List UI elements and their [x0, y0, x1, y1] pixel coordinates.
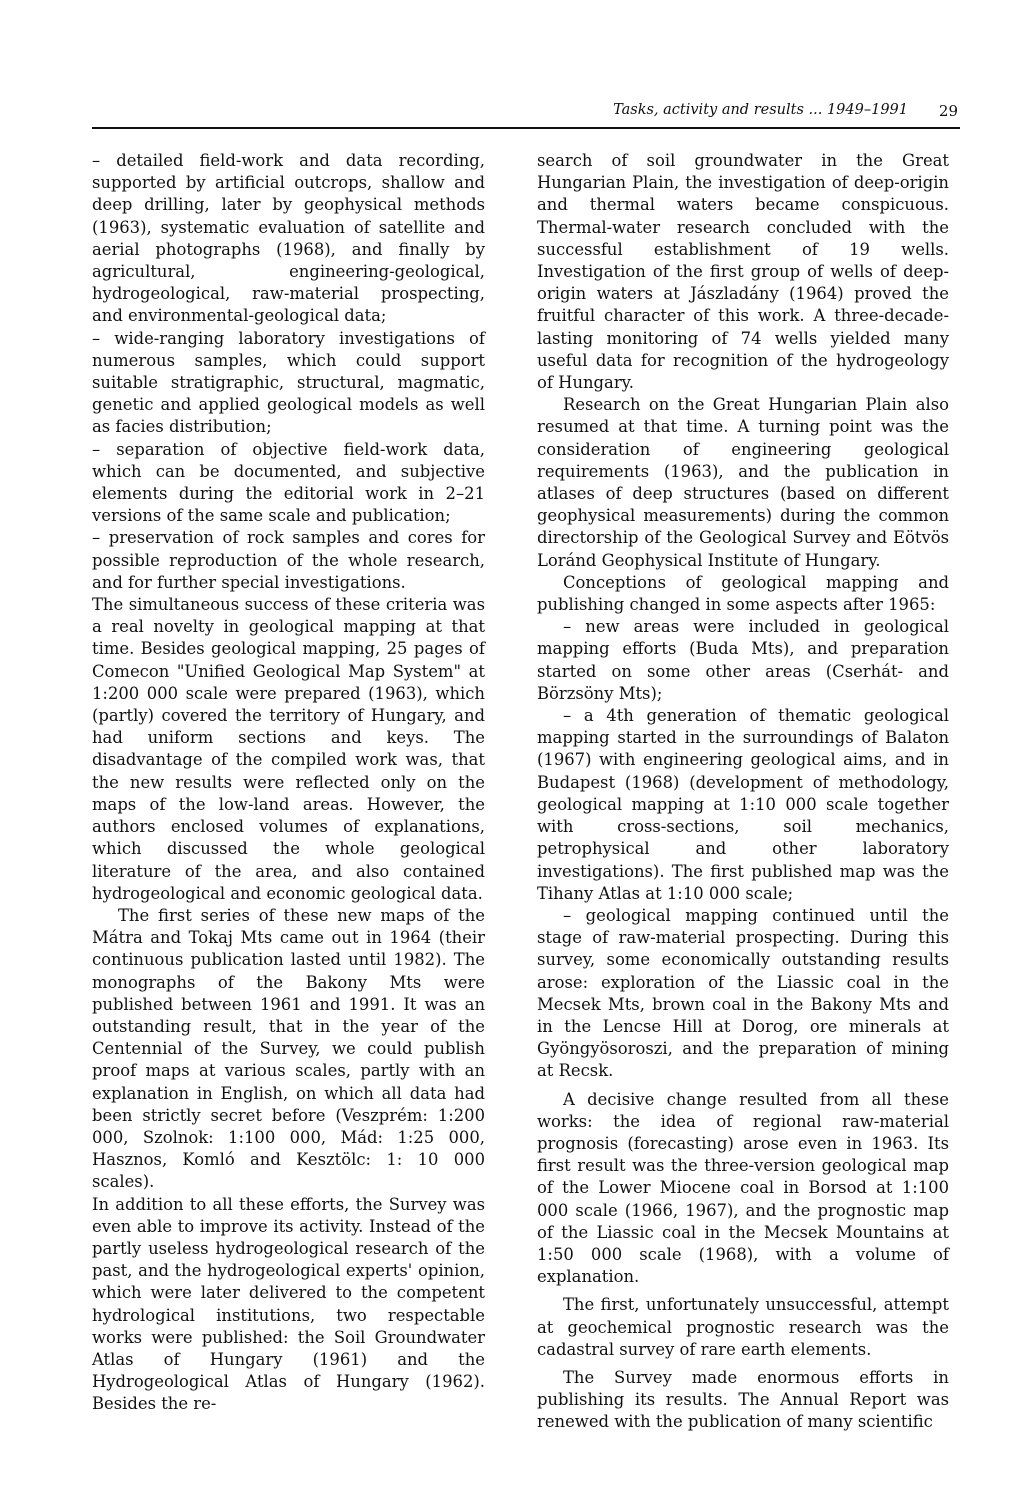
left-column: [92, 150, 485, 1416]
paragraph-right-5: – a 4th generation of thematic geological mapping started in the surroundings of Balaton (1967) with engineering geological aims, and in Budapest (1968) (development of methodology, geological mapping at 1:10 000 scale together with cross-sections, soil mechanics, petrophysical and other laboratory investigations). The first published map was the Tihany Atlas at 1:10 000 scale;: [537, 706, 949, 903]
paragraph-right-9: The Survey made enormous efforts in publishing its results. The Annual Report was renewed with the publication of many scientific: [537, 1367, 949, 1432]
running-header: [92, 102, 960, 124]
paragraph-left-6: The first series of these new maps of the Mátra and Tokaj Mts came out in 1964 (their continuous publication lasted until 1982). The monographs of the Bakony Mts were published between 1961 and 1991. It was an outstanding result, that in the year of the Centennial of the Survey, we could publish proof maps at various scales, partly with an explanation in English, on which all data had been strictly secret before (Veszprém: 1:200 000, Szolnok: 1:100 000, Mád: 1:25 000, Hasznos, Komló and Kesztölc: 1: 10 000 scales).: [92, 905, 485, 1192]
paragraph-left-5: The simultaneous success of these criteria was a real novelty in geological mapping at that time. Besides geological mapping, 25 pages of Comecon "Unified Geological Map System" at 1:200 000 scale were prepared (1963), which (partly) covered the territory of Hungary, and had uniform sections and keys. The disadvantage of the compiled work was, that the new results were reflected only on the maps of the low-land areas. However, the authors enclosed volumes of explanations, which discussed the whole geological literature of the area, and also contained hydrogeological and economic geological data.: [92, 595, 485, 903]
header-rule: [92, 127, 960, 129]
paragraph-left-7: In addition to all these efforts, the Survey was even able to improve its activity. Instead of the partly useless hydrogeological research of the past, and the hydrogeological experts' opinion, which were later delivered to the competent hydrological institutions, two respectable works were published: the Soil Groundwater Atlas of Hungary (1961) and the Hydrogeological Atlas of Hungary (1962). Besides the re-: [92, 1194, 485, 1414]
paragraph-left-4: – preservation of rock samples and cores for possible reproduction of the whole research, and for further special investigations.: [92, 528, 485, 592]
paragraph-left-3: – separation of objective field-work data, which can be documented, and subjective elements during the editorial work in 2–21 versions of the same scale and publication;: [92, 439, 485, 526]
paragraph-right-4: – new areas were included in geological mapping efforts (Buda Mts), and preparation started on some other areas (Cserhát- and Börzsöny Mts);: [537, 617, 949, 703]
paragraph-right-6: – geological mapping continued until the stage of raw-material prospecting. During this survey, some economically outstanding results arose: exploration of the Liassic coal in the Mecsek Mts, brown coal in the Bakony Mts and in the Lencse Hill at Dorog, ore minerals at Gyöngyösoroszi, and the preparation of mining at Recsk.: [537, 905, 949, 1081]
page-number: 29: [938, 102, 958, 120]
paragraph-right-7: A decisive change resulted from all these works: the idea of regional raw-material prognosis (forecasting) arose even in 1963. Its first result was the three-version geological map of the Lower Miocene coal in Borsod at 1:100 000 scale (1966, 1967), and the prognostic map of the Liassic coal in the Mecsek Mountains at 1:50 000 scale (1968), with a volume of explanation.: [537, 1089, 949, 1287]
right-column: [537, 150, 949, 1434]
paragraph-right-3: Conceptions of geological mapping and publishing changed in some aspects after 1965:: [537, 572, 949, 615]
running-title: Tasks, activity and results ... 1949–1991: [613, 102, 908, 118]
paragraph-right-2: Research on the Great Hungarian Plain also resumed at that time. A turning point was the consideration of engineering geological requirements (1963), and the publication in atlases of deep structures (based on different geophysical measurements) during the common directorship of the Geological Survey and Eötvös Loránd Geophysical Institute of Hungary.: [537, 395, 949, 570]
paragraph-right-8: The first, unfortunately unsuccessful, attempt at geochemical prognostic research was the cadastral survey of rare earth elements.: [537, 1295, 949, 1359]
paragraph-left-1: – detailed field-work and data recording, supported by artificial outcrops, shallow and deep drilling, later by geophysical methods (1963), systematic evaluation of satellite and aerial photographs (1968), and finally by agricultural, engineering-geological, hydrogeological, raw-material prospecting, and environmental-geological data;: [92, 151, 485, 326]
paragraph-right-1: search of soil groundwater in the Great Hungarian Plain, the investigation of deep-origin and thermal waters became conspicuous. Thermal-water research concluded with the successful establishment of 19 wells. Investigation of the first group of wells of deep-origin waters at Jászladány (1964) proved the fruitful character of this work. A three-decade-lasting monitoring of 74 wells yielded many useful data for recognition of the hydrogeology of Hungary.: [537, 151, 949, 393]
paragraph-left-2: – wide-ranging laboratory investigations of numerous samples, which could support suitable stratigraphic, structural, magmatic, genetic and applied geological models as well as facies distribution;: [92, 328, 485, 437]
